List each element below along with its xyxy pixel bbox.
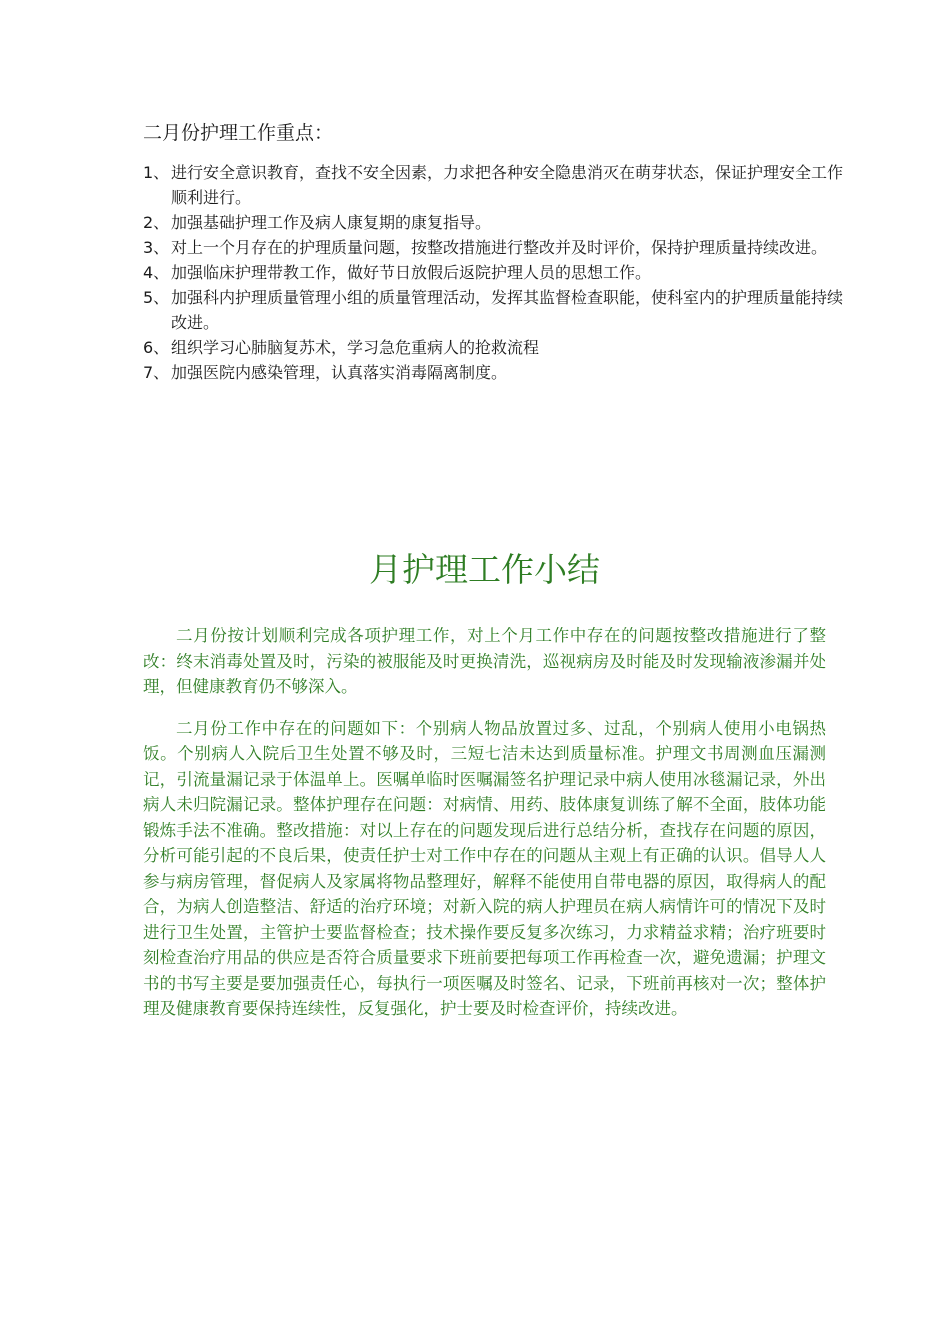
list-item (143, 260, 843, 285)
list-item-text: 加强科内护理质量管理小组的质量管理活动，发挥其监督检查职能，使科室内的护理质量能持续改进。 (171, 288, 844, 332)
list-item-number: 6、 (143, 338, 170, 357)
list-item (143, 335, 843, 360)
list-item-number: 5、 (143, 288, 170, 307)
summary-title: 月护理工作小结 (369, 550, 600, 589)
list-item-text: 加强医院内感染管理，认真落实消毒隔离制度。 (171, 363, 508, 382)
work-focus-heading: 二月份护理工作重点： (143, 122, 334, 144)
list-item-text: 进行安全意识教育，查找不安全因素，力求把各种安全隐患消灭在萌芽状态，保证护理安全工作顺利进行。 (171, 163, 844, 207)
list-item-number: 7、 (143, 363, 170, 382)
list-item-number: 4、 (143, 263, 170, 282)
work-focus-list (143, 160, 843, 385)
list-item-text: 加强基础护理工作及病人康复期的康复指导。 (171, 213, 492, 232)
list-item (143, 360, 843, 385)
list-item-text: 对上一个月存在的护理质量问题，按整改措施进行整改并及时评价，保持护理质量持续改进。 (171, 238, 828, 257)
list-item (143, 285, 843, 335)
list-item-text: 加强临床护理带教工作，做好节日放假后返院护理人员的思想工作。 (171, 263, 652, 282)
list-item-number: 2、 (143, 213, 170, 232)
list-item (143, 160, 843, 210)
list-item (143, 235, 843, 260)
list-item (143, 210, 843, 235)
summary-paragraph: 二月份按计划顺利完成各项护理工作，对上个月工作中存在的问题按整改措施进行了整改：终末消毒处置及时，污染的被服能及时更换清洗，巡视病房及时能及时发现输液渗漏并处理，但健康教育仍不够深入。 (143, 626, 826, 696)
list-item-text: 组织学习心肺脑复苏术，学习急危重病人的抢救流程 (171, 338, 540, 357)
monthly-summary-section (143, 545, 826, 1038)
summary-paragraph: 二月份工作中存在的问题如下：个别病人物品放置过多、过乱，个别病人使用小电锅热饭。个别病人入院后卫生处置不够及时，三短七洁未达到质量标准。护理文书周测血压漏测记，引流量漏记录于体温单上。医嘱单临时医嘱漏签名护理记录中病人使用冰毯漏记录，外出病人未归院漏记录。整体护理存在问题：对病情、用药、肢体康复训练了解不全面，肢体功能锻炼手法不准确。整改措施：对以上存在的问题发现后进行总结分析，查找存在问题的原因，分析可能引起的不良后果，使责任护士对工作中存在的问题从主观上有正确的认识。倡导人人参与病房管理，督促病人及家属将物品整理好，解释不能使用自带电器的原因，取得病人的配合，为病人创造整洁、舒适的治疗环境；对新入院的病人护理员在病人病情许可的情况下及时进行卫生处置，主管护士要监督检查；技术操作要反复多次练习，力求精益求精；治疗班要时刻检查治疗用品的供应是否符合质量要求下班前要把每项工作再检查一次，避免遗漏；护理文书的书写主要是要加强责任心，每执行一项医嘱及时签名、记录，下班前再核对一次；整体护理及健康教育要保持连续性，反复强化，护士要及时检查评价，持续改进。 (143, 718, 826, 1018)
list-item-number: 3、 (143, 238, 170, 257)
work-focus-section (143, 118, 843, 385)
list-item-number: 1、 (143, 163, 170, 182)
